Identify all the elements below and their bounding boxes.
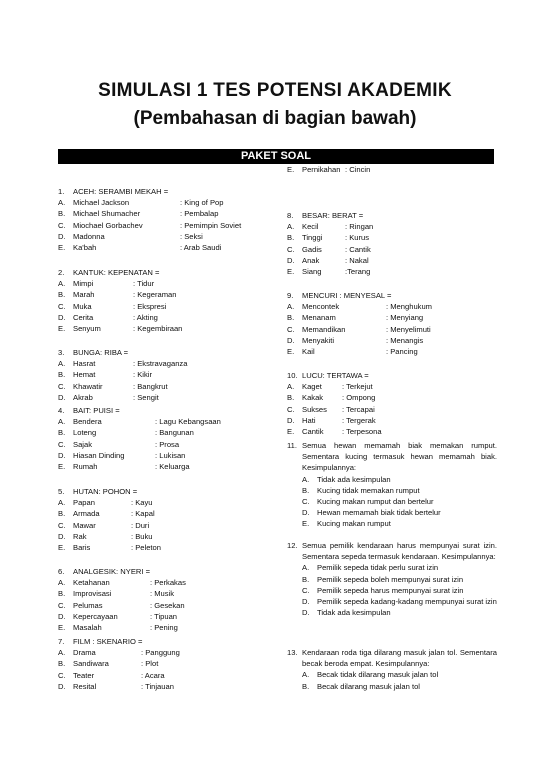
option-letter: C.: [58, 600, 66, 610]
option-pair: : Panggung: [141, 648, 180, 658]
question-block: [58, 486, 268, 553]
question-block: [287, 290, 497, 357]
option-pair: : King of Pop: [180, 198, 224, 208]
question-stem-row: [58, 267, 268, 278]
option-text: Pemilik sepeda harus mempunyai surat izin: [317, 585, 464, 595]
option-term: Siang: [302, 266, 322, 276]
option-letter: D.: [58, 681, 66, 691]
answer-option[interactable]: [58, 312, 268, 323]
question-number: 10.: [287, 371, 298, 380]
question-stem-row: [58, 186, 268, 197]
option-pair: : Tercapai: [342, 404, 375, 414]
option-pair: : Kegeraman: [133, 290, 177, 300]
option-letter: E.: [302, 519, 310, 529]
question-stem: ACEH: SERAMBI MEKAH =: [73, 187, 169, 196]
option-letter: D.: [302, 608, 310, 618]
option-term: Muka: [73, 301, 92, 311]
answer-option[interactable]: [58, 208, 268, 219]
option-pair: : Kegembiraan: [133, 323, 183, 333]
option-pair: : Nakal: [345, 255, 369, 265]
option-letter: A.: [58, 417, 66, 427]
answer-option[interactable]: [58, 577, 268, 588]
option-term: Cerita: [73, 312, 94, 322]
option-letter: B.: [58, 290, 66, 300]
answer-option[interactable]: [58, 358, 268, 369]
answer-option[interactable]: [58, 531, 268, 542]
option-letter: C.: [287, 324, 295, 334]
option-term: Masalah: [73, 622, 102, 632]
option-term: Hati: [302, 415, 316, 425]
question-stem-row: [58, 566, 268, 577]
answer-option[interactable]: [58, 427, 268, 438]
option-pair: : Tergerak: [342, 415, 376, 425]
option-text: Kucing makan rumput dan bertelur: [317, 497, 434, 507]
option-pair: : Ekspresi: [133, 301, 167, 311]
question-block: [287, 370, 497, 437]
answer-option[interactable]: [287, 301, 497, 312]
answer-option[interactable]: [58, 301, 268, 312]
answer-option[interactable]: [58, 242, 268, 253]
option-letter: D.: [287, 335, 295, 345]
option-pair: : Ringan: [345, 222, 374, 232]
question-block: [287, 440, 497, 530]
option-text: Hewan memamah biak tidak bertelur: [317, 508, 441, 518]
option-letter: A.: [302, 474, 310, 484]
answer-option[interactable]: [58, 497, 268, 508]
question-stem-row: [58, 347, 268, 358]
answer-option[interactable]: [287, 485, 497, 496]
answer-option[interactable]: [287, 669, 497, 680]
question-number: 5.: [58, 487, 65, 496]
answer-option[interactable]: [58, 369, 268, 380]
answer-option[interactable]: [58, 392, 268, 403]
option-term: Ka'bah: [73, 242, 97, 252]
answer-option[interactable]: [287, 255, 497, 266]
option-letter: C.: [287, 404, 295, 414]
option-letter: B.: [58, 209, 66, 219]
answer-option[interactable]: [58, 450, 268, 461]
answer-option[interactable]: [58, 323, 268, 334]
option-term: Hemat: [73, 370, 96, 380]
question-stem: BUNGA: RIBA =: [73, 348, 129, 357]
option-term: Kail: [302, 346, 315, 356]
option-pair: : Kurus: [345, 233, 370, 243]
answer-option[interactable]: [58, 278, 268, 289]
option-pair: : Perkakas: [150, 578, 186, 588]
answer-option[interactable]: [58, 681, 268, 692]
answer-option[interactable]: [58, 439, 268, 450]
option-letter: B.: [58, 370, 66, 380]
option-pair: : Pemimpin Soviet: [180, 220, 242, 230]
option-letter: E.: [287, 346, 295, 356]
question-block: [58, 636, 268, 692]
answer-option[interactable]: [58, 600, 268, 611]
option-letter: C.: [58, 439, 66, 449]
question-block: [58, 347, 268, 403]
answer-option[interactable]: [287, 346, 497, 357]
option-pair: : Prosa: [155, 439, 180, 449]
question-stem-row: [287, 370, 497, 381]
option-pair: : Plot: [141, 659, 159, 669]
question-stem: BESAR: BERAT =: [302, 211, 364, 220]
option-term: Rumah: [73, 461, 98, 471]
option-letter: C.: [58, 670, 66, 680]
option-pair: : Bangunan: [155, 428, 194, 438]
document-subtitle: (Pembahasan di bagian bawah): [133, 108, 417, 129]
option-pair: : Ekstravaganza: [133, 359, 188, 369]
option-pair: : Menghukum: [386, 302, 433, 312]
answer-option[interactable]: [58, 231, 268, 242]
option-letter: D.: [58, 450, 66, 460]
answer-option[interactable]: [287, 335, 497, 346]
option-letter: A.: [302, 563, 310, 573]
option-term: Kecil: [302, 222, 319, 232]
document-title: SIMULASI 1 TES POTENSI AKADEMIK: [98, 80, 452, 101]
option-letter: D.: [302, 508, 310, 518]
answer-option[interactable]: [287, 266, 497, 277]
option-term: Michael Shumacher: [73, 209, 141, 219]
option-letter: D.: [287, 255, 295, 265]
option-pair: : Pening: [150, 622, 178, 632]
question-stem: KANTUK: KEPENATAN =: [73, 268, 160, 277]
option-pair: : Arab Saudi: [180, 242, 222, 252]
option-pair: : Tinjauan: [141, 681, 174, 691]
option-pair: : Menyelimuti: [386, 324, 431, 334]
question-stem: ANALGESIK: NYERI =: [73, 567, 151, 576]
option-letter: A.: [287, 222, 295, 232]
option-letter: D.: [58, 312, 66, 322]
answer-option[interactable]: [287, 324, 497, 335]
question-number: 1.: [58, 187, 65, 196]
question-number: 2.: [58, 268, 65, 277]
answer-option[interactable]: [58, 508, 268, 519]
option-term: Sukses: [302, 404, 327, 414]
question-stem-row: [58, 636, 268, 647]
answer-option[interactable]: [287, 474, 497, 485]
option-pair: : Lagu Kebangsaan: [155, 417, 221, 427]
question-number: 13.: [287, 648, 298, 657]
question-block: [58, 186, 268, 253]
option-pair: : Sengit: [133, 392, 159, 402]
option-term: Madonna: [73, 231, 105, 241]
option-letter: E.: [287, 266, 295, 276]
option-pair: : Keluarga: [155, 461, 190, 471]
option-pair: :Terang: [345, 266, 371, 276]
answer-option[interactable]: [58, 670, 268, 681]
option-term: Armada: [73, 509, 100, 519]
option-pair: : Bangkrut: [133, 381, 168, 391]
answer-option[interactable]: [58, 542, 268, 553]
answer-option[interactable]: [58, 289, 268, 300]
option-letter: A.: [287, 382, 295, 392]
option-text: Becak dilarang masuk jalan tol: [317, 681, 420, 691]
question-paragraph: [287, 440, 497, 474]
answer-option[interactable]: [287, 244, 497, 255]
answer-option[interactable]: [287, 232, 497, 243]
answer-option[interactable]: [287, 312, 497, 323]
answer-option[interactable]: [287, 518, 497, 529]
answer-option[interactable]: [287, 607, 497, 618]
option-term: Pelumas: [73, 600, 103, 610]
option-term: Ketahanan: [73, 578, 110, 588]
option-letter: A.: [58, 648, 66, 658]
option-pair: : Terpesona: [342, 426, 382, 436]
option-term: Kakak: [302, 393, 324, 403]
option-term: Akrab: [73, 392, 93, 402]
option-term: Marah: [73, 290, 95, 300]
option-text: Pemilik sepeda boleh mempunyai surat izin: [317, 574, 464, 584]
option-pair: : Pembalap: [180, 209, 219, 219]
option-pair: : Gesekan: [150, 600, 185, 610]
option-term: Memandikan: [302, 324, 346, 334]
question-stem: FILM : SKENARIO =: [73, 637, 143, 646]
answer-option[interactable]: [287, 574, 497, 585]
question-paragraph: [287, 647, 497, 669]
option-letter: A.: [287, 302, 295, 312]
question-number: 8.: [287, 211, 294, 220]
option-pair: : Tipuan: [150, 611, 178, 621]
option-pair: : Menyiang: [386, 313, 424, 323]
question-block: [287, 647, 497, 692]
answer-option[interactable]: [287, 404, 497, 415]
question-number: 11.: [287, 441, 297, 450]
option-term: Senyum: [73, 323, 101, 333]
option-letter: C.: [58, 520, 66, 530]
option-letter: C.: [302, 585, 310, 595]
option-letter: E.: [287, 426, 295, 436]
option-term: Kaget: [302, 382, 322, 392]
option-pair: : Cantik: [345, 244, 371, 254]
question-block: [287, 210, 497, 277]
option-term: Loteng: [73, 428, 97, 438]
question-block: [58, 405, 268, 472]
option-letter: D.: [58, 531, 66, 541]
question-stem-row: [287, 290, 497, 301]
option-letter: A.: [58, 359, 66, 369]
option-term: Menanam: [302, 313, 336, 323]
option-term: Miochael Gorbachev: [73, 220, 143, 230]
option-letter: C.: [58, 220, 66, 230]
answer-option[interactable]: [58, 622, 268, 633]
option-letter: D.: [302, 597, 310, 607]
option-pair: : Musik: [150, 589, 175, 599]
option-letter: A.: [58, 279, 66, 289]
option-text: Pemilik sepeda kadang-kadang mempunyai surat izin: [317, 597, 497, 607]
option-term: Cantik: [302, 426, 324, 436]
option-term: Pernikahan: [302, 165, 341, 174]
question-block: [287, 164, 497, 175]
answer-option[interactable]: [58, 220, 268, 231]
option-term: Mencontek: [302, 302, 340, 312]
question-number: 7.: [58, 637, 65, 646]
question-stem: LUCU: TERTAWA =: [302, 371, 369, 380]
answer-option[interactable]: [58, 658, 268, 669]
option-pair: : Pancing: [386, 346, 418, 356]
option-pair: : Terkejut: [342, 382, 373, 392]
option-pair: : Kayu: [131, 498, 153, 508]
option-pair: : Kikir: [133, 370, 152, 380]
option-term: Teater: [73, 670, 95, 680]
option-letter: D.: [58, 231, 66, 241]
answer-option[interactable]: [287, 496, 497, 507]
question-block: [58, 566, 268, 633]
option-term: Bendera: [73, 417, 102, 427]
option-pair: : Acara: [141, 670, 165, 680]
question-number: 4.: [58, 406, 65, 415]
option-pair: : Kapal: [131, 509, 155, 519]
option-letter: B.: [302, 681, 310, 691]
question-stem: Kendaraan roda tiga dilarang masuk jalan tol. Sementara becak beroda empat. Kesimpulannya:: [302, 648, 497, 669]
question-number: 6.: [58, 567, 65, 576]
question-stem: HUTAN: POHON =: [73, 487, 138, 496]
option-pair: : Ompong: [342, 393, 376, 403]
question-stem: Semua pemilik kendaraan harus mempunyai surat izin. Sementara sepeda termasuk kendaraan. Kesimpulannya:: [302, 541, 497, 562]
answer-option[interactable]: [287, 562, 497, 573]
option-term: Hasrat: [73, 359, 96, 369]
option-letter: B.: [58, 589, 66, 599]
option-pair: : Duri: [131, 520, 150, 530]
question-block: [58, 267, 268, 334]
option-term: Rak: [73, 531, 87, 541]
question-number: 9.: [287, 291, 294, 300]
option-letter: B.: [287, 313, 295, 323]
option-pair: : Peleton: [131, 542, 161, 552]
option-letter: B.: [58, 428, 66, 438]
option-term: Anak: [302, 255, 320, 265]
option-pair: : Menangis: [386, 335, 424, 345]
option-term: Sajak: [73, 439, 92, 449]
option-letter: E.: [58, 461, 66, 471]
option-term: Baris: [73, 542, 91, 552]
option-term: Tinggi: [302, 233, 323, 243]
option-text: Tidak ada kesimpulan: [317, 474, 391, 484]
question-stem: BAIT: PUISI =: [73, 406, 120, 415]
option-term: Kepercayaan: [73, 611, 118, 621]
answer-option[interactable]: [287, 426, 497, 437]
question-stem: Semua hewan memamah biak memakan rumput. Sementara kucing termasuk hewan memamah biak. Kesimpulannya:: [302, 441, 497, 473]
option-letter: E.: [58, 323, 66, 333]
answer-option[interactable]: [287, 681, 497, 692]
option-pair: : Seksi: [180, 231, 203, 241]
option-term: Gadis: [302, 244, 322, 254]
answer-option[interactable]: [58, 461, 268, 472]
answer-option[interactable]: [287, 164, 497, 175]
option-letter: B.: [302, 485, 310, 495]
question-stem: MENCURI : MENYESAL =: [302, 291, 392, 300]
answer-option[interactable]: [287, 596, 497, 607]
question-number: 12.: [287, 541, 298, 550]
option-pair: : Lukisan: [155, 450, 186, 460]
option-text: Kucing makan rumput: [317, 519, 391, 529]
option-letter: B.: [58, 659, 66, 669]
answer-option[interactable]: [58, 520, 268, 531]
option-term: Sandiwara: [73, 659, 109, 669]
option-pair: : Akting: [133, 312, 158, 322]
option-text: Becak tidak dilarang masuk jalan tol: [317, 670, 439, 680]
option-term: Mimpi: [73, 279, 94, 289]
option-letter: B.: [58, 509, 66, 519]
option-letter: E.: [58, 242, 66, 252]
option-term: Resital: [73, 681, 97, 691]
answer-option[interactable]: [58, 588, 268, 599]
option-term: Drama: [73, 648, 96, 658]
option-pair: : Cincin: [345, 165, 371, 174]
answer-option[interactable]: [58, 381, 268, 392]
section-banner: PAKET SOAL: [58, 149, 494, 164]
answer-option[interactable]: [287, 585, 497, 596]
option-letter: D.: [58, 611, 66, 621]
option-letter: C.: [287, 244, 295, 254]
question-stem-row: [287, 210, 497, 221]
option-term: Menyakiti: [302, 335, 335, 345]
option-term: Mawar: [73, 520, 96, 530]
option-letter: E.: [287, 165, 295, 174]
option-letter: B.: [287, 393, 295, 403]
option-letter: B.: [302, 574, 310, 584]
option-pair: : Buku: [131, 531, 153, 541]
option-letter: C.: [302, 497, 310, 507]
option-letter: C.: [58, 301, 66, 311]
answer-option[interactable]: [287, 221, 497, 232]
answer-option[interactable]: [58, 197, 268, 208]
option-letter: C.: [58, 381, 66, 391]
option-text: Tidak ada kesimpulan: [317, 608, 391, 618]
option-letter: E.: [58, 622, 66, 632]
option-text: Kucing tidak memakan rumput: [317, 485, 420, 495]
option-letter: E.: [58, 542, 66, 552]
answer-option[interactable]: [58, 647, 268, 658]
option-letter: D.: [58, 392, 66, 402]
option-term: Hiasan Dinding: [73, 450, 125, 460]
option-letter: A.: [58, 498, 66, 508]
question-paragraph: [287, 540, 497, 562]
option-pair: : Tidur: [133, 279, 155, 289]
option-letter: D.: [287, 415, 295, 425]
option-letter: A.: [58, 198, 66, 208]
option-term: Khawatir: [73, 381, 103, 391]
answer-option[interactable]: [287, 415, 497, 426]
answer-option[interactable]: [58, 611, 268, 622]
question-number: 3.: [58, 348, 65, 357]
option-letter: A.: [302, 670, 310, 680]
answer-option[interactable]: [287, 392, 497, 403]
option-letter: B.: [287, 233, 295, 243]
answer-option[interactable]: [287, 381, 497, 392]
answer-option[interactable]: [287, 507, 497, 518]
option-letter: A.: [58, 578, 66, 588]
question-stem-row: [58, 405, 268, 416]
question-stem-row: [58, 486, 268, 497]
question-block: [287, 540, 497, 618]
answer-option[interactable]: [58, 416, 268, 427]
option-text: Pemilik sepeda tidak perlu surat izin: [317, 563, 439, 573]
option-term: Michael Jackson: [73, 198, 130, 208]
option-term: Improvisasi: [73, 589, 112, 599]
option-term: Papan: [73, 498, 95, 508]
